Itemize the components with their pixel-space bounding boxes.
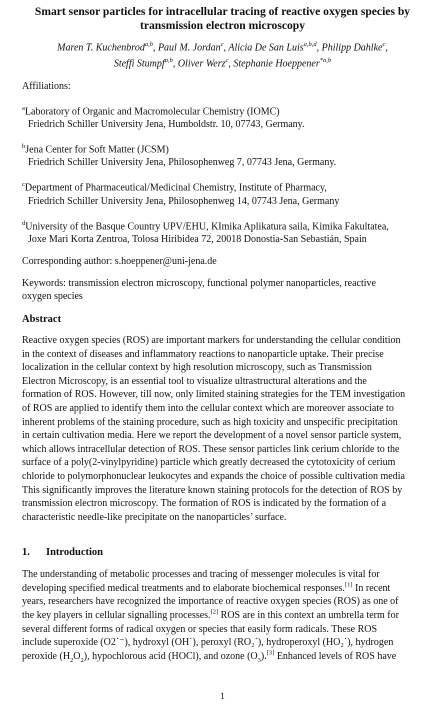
abstract-body <box>22 334 423 524</box>
citation-ref: [2] <box>210 608 219 616</box>
citation-ref: [3] <box>266 649 275 657</box>
author-affiliation-mark: a,b <box>144 41 153 48</box>
author-name: Stephanie Hoeppener <box>233 58 320 70</box>
affiliation-line: Jena Center for Soft Matter (JCSM) <box>25 144 169 156</box>
intro-text: the key players in cellular signalling processes. <box>22 610 211 622</box>
author-affiliation-mark: a,b,d <box>303 41 317 48</box>
abstract-line: localization in the cellular context by high resolution microscopy, such as Transmission <box>22 362 372 374</box>
author-affiliation-mark: c <box>382 41 386 48</box>
author-name: Maren T. Kuchenbrod <box>57 42 145 54</box>
affiliation-b <box>22 140 423 169</box>
subscript: 2 <box>70 656 74 664</box>
author-name: Philipp Dahlke <box>321 42 383 54</box>
affiliation-line: Friedrich Schiller University Jena, Philosophenweg 7, 07743 Jena, Germany. <box>28 157 337 169</box>
author-affiliation-mark: a,b <box>164 57 173 65</box>
paper-page <box>0 5 445 705</box>
affiliation-mark: a <box>22 104 25 112</box>
keywords-line: Keywords: transmission electron microscopy, functional polymer nanoparticles, reactive <box>22 277 376 289</box>
title-line-2: transmission electron microscopy <box>139 19 306 32</box>
author-line-2: Steffi Stumpf$^{a,b}$, Oliver Werz$^c$, Stephanie Hoeppener$^{*a,b}$ <box>113 57 332 70</box>
section-heading-introduction <box>22 546 423 559</box>
subscript: 2 <box>80 656 84 664</box>
abstract-line: surface of a poly(2-vinylpyridine) particle which greatly decreased the cytotoxicity of cerium <box>22 457 396 469</box>
abstract-line: characteristic needle-like precipitate on the nanoparticles’ surface. <box>22 511 287 523</box>
author-name: Alicia De San Luis <box>228 42 304 54</box>
intro-line <box>22 582 423 596</box>
abstract-line: chloride to polymorphonuclear leukocytes and expands the choice of possible cultivation media <box>22 470 405 482</box>
intro-text: ). <box>260 650 267 662</box>
affiliation-c <box>22 178 423 207</box>
citation-ref: [1] <box>344 581 353 589</box>
author-name: Steffi Stumpf <box>113 58 165 70</box>
abstract-line: Reactive oxygen species (ROS) are important markers for understanding the cellular condition <box>22 334 401 346</box>
abstract-line: in certain cultivation media. Here we report the development of a novel sensor particle system, <box>22 430 402 442</box>
affiliation-a <box>22 102 423 131</box>
abstract-line: This significantly improves the literature known staining protocols for the detection of ROS by <box>22 484 403 496</box>
introduction-body <box>22 568 423 663</box>
affiliation-line: Joxe Mari Korta Zentroa, Tolosa Hiribidea 72, 20018 Donostia-San Sebastián, Spain <box>28 233 367 245</box>
affiliation-mark: c <box>22 181 25 189</box>
subscript: 3 <box>257 656 261 664</box>
title-line-1: Smart sensor particles for intracellular tracing of reactive oxygen species by <box>34 5 411 18</box>
abstract-line: which allows intracellular detection of ROS. These sensor particles link cerium chloride to the <box>22 443 400 455</box>
affiliation-mark: d <box>22 219 26 227</box>
affiliation-line: Friedrich Schiller University Jena, Philosophenweg 14, 07743 Jena, Germany <box>28 195 340 207</box>
abstract-line: transmission electron microscopy. The formation of ROS is indicated by the formation of a <box>22 498 387 510</box>
intro-line <box>22 650 423 664</box>
abstract-line: of ROS are applied to identify them into the cellular context which are moreover associate to <box>22 402 394 414</box>
affiliation-line: Laboratory of Organic and Macromolecular Chemistry (IOMC) <box>24 105 280 117</box>
intro-text: Enhanced levels of ROS have <box>274 650 397 662</box>
intro-text: developing specified medical treatments and to elaborate biochemical responses. <box>22 582 345 594</box>
keywords-line: oxygen species <box>22 290 83 302</box>
section-title: Introduction <box>46 547 103 559</box>
author-affiliation-mark: c <box>225 57 229 65</box>
corresponding-author: Corresponding author: s.hoeppener@uni-jena.de <box>22 255 217 267</box>
abstract-line: inherent problems of the staining procedure, such as high toxicity and unspecific precipitation <box>22 416 398 428</box>
paper-title <box>22 5 423 33</box>
section-number: 1. <box>22 547 30 559</box>
author-affiliation-mark: c <box>220 41 224 48</box>
keywords <box>22 277 423 303</box>
abstract-line: Electron Microscopy, is an essential tool to visualize ultrastructural alterations and the <box>22 375 367 387</box>
affiliation-line: Friedrich Schiller University Jena, Humboldstr. 10, 07743, Germany. <box>28 118 305 130</box>
intro-line: several different forms of radical oxygen or species that easily form radicals. These ROS <box>22 623 378 635</box>
abstract-line: formation of ROS. However, till now, only limited staining strategies for the TEM investigation <box>22 389 406 401</box>
author-name: Paul M. Jordan <box>157 42 221 54</box>
intro-text: ), hypochlorous acid (HOCl), and ozone (O <box>83 650 258 662</box>
abstract-line: in the context of diseases and inflammatory reactions to nanoparticle uptake. Their precise <box>22 348 384 360</box>
author-affiliation-mark: *a,b <box>319 57 332 65</box>
intro-text: In recent <box>352 582 391 594</box>
affiliation-mark: b <box>22 142 26 150</box>
affiliation-line: University of the Basque Country UPV/EHU, KImika Aplikatura saila, Kimika Fakultatea, <box>25 220 389 232</box>
intro-line: include superoxide (O2˙⁻), hydroxyl (OH˙), peroxyl (RO₂˙), hydroperoxyl (HO₂˙), hydrogen <box>22 637 394 649</box>
author-list <box>22 38 423 71</box>
page-number: 1 <box>220 691 225 701</box>
affiliation-line: Department of Pharmaceutical/Medicinal Chemistry, Institute of Pharmacy, <box>24 182 327 194</box>
intro-line: years, researchers have recognized the importance of reactive oxygen species (ROS) as one of <box>22 596 399 608</box>
intro-text: O <box>73 650 81 662</box>
intro-line: The understanding of metabolic processes and tracing of messenger molecules is vital for <box>22 569 380 581</box>
affiliations-label: Affiliations: <box>22 80 71 92</box>
intro-text: peroxide (H <box>22 650 71 662</box>
author-line-1: Maren T. Kuchenbrod$^{a,b}$, Paul M. Jordan$^c$, Alicia De San Luis$^{a,b,d}$, Philipp Dahlke$^c$, <box>57 41 388 54</box>
abstract-heading: Abstract <box>22 313 62 325</box>
intro-text: ROS are in this context an umbrella term for <box>218 610 399 622</box>
author-name: Oliver Werz <box>177 58 226 70</box>
affiliation-d <box>22 217 423 246</box>
intro-line <box>22 609 423 623</box>
